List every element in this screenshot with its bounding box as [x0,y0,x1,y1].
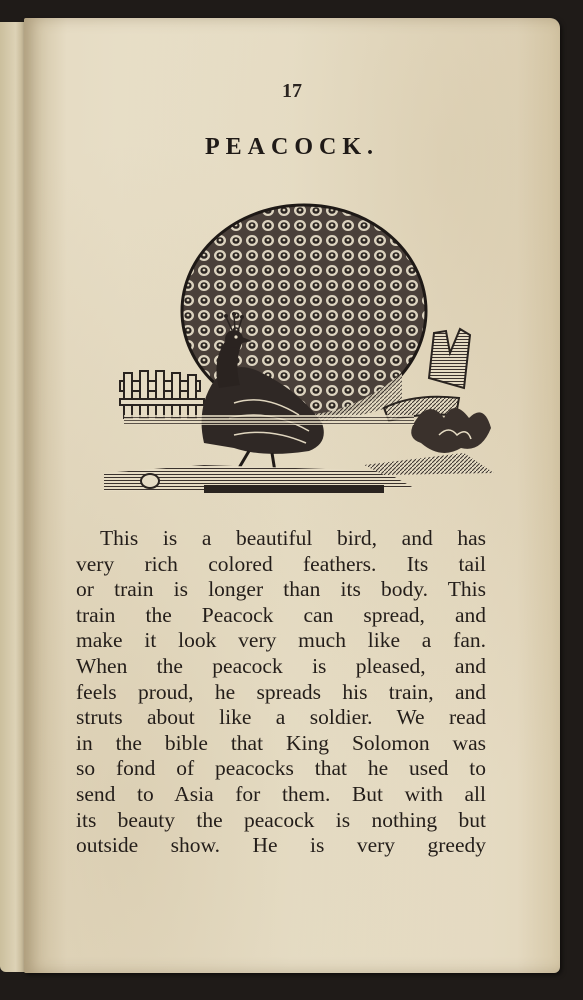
text-line: outside show. He is very greedy [76,833,486,858]
page-title: PEACOCK. [205,134,379,160]
text-line: very rich colored feathers. Its tail [76,551,486,576]
text-line: feels proud, he spreads his train, and [76,679,486,704]
page-number: 17 [282,80,302,102]
body-text [76,526,486,859]
peacock-woodcut-illustration [84,203,504,503]
text-line: its beauty the peacock is nothing but [76,807,486,832]
text-line: make it look very much like a fan. [76,628,486,653]
previous-page-edge [0,22,26,972]
text-line: This is a beautiful bird, and has [100,526,486,550]
text-line: so fond of peacocks that he used to [76,756,486,781]
text-line: in the bible that King Solomon was [76,730,486,755]
fence [120,371,204,418]
text-line: struts about like a soldier. We read [76,705,486,730]
text-line: or train is longer than its body. This [76,577,486,602]
book-page [24,18,560,973]
text-line: When the peacock is pleased, and [76,653,486,678]
text-line: send to Asia for them. But with all [76,781,486,806]
text-line: train the Peacock can spread, and [76,602,486,627]
